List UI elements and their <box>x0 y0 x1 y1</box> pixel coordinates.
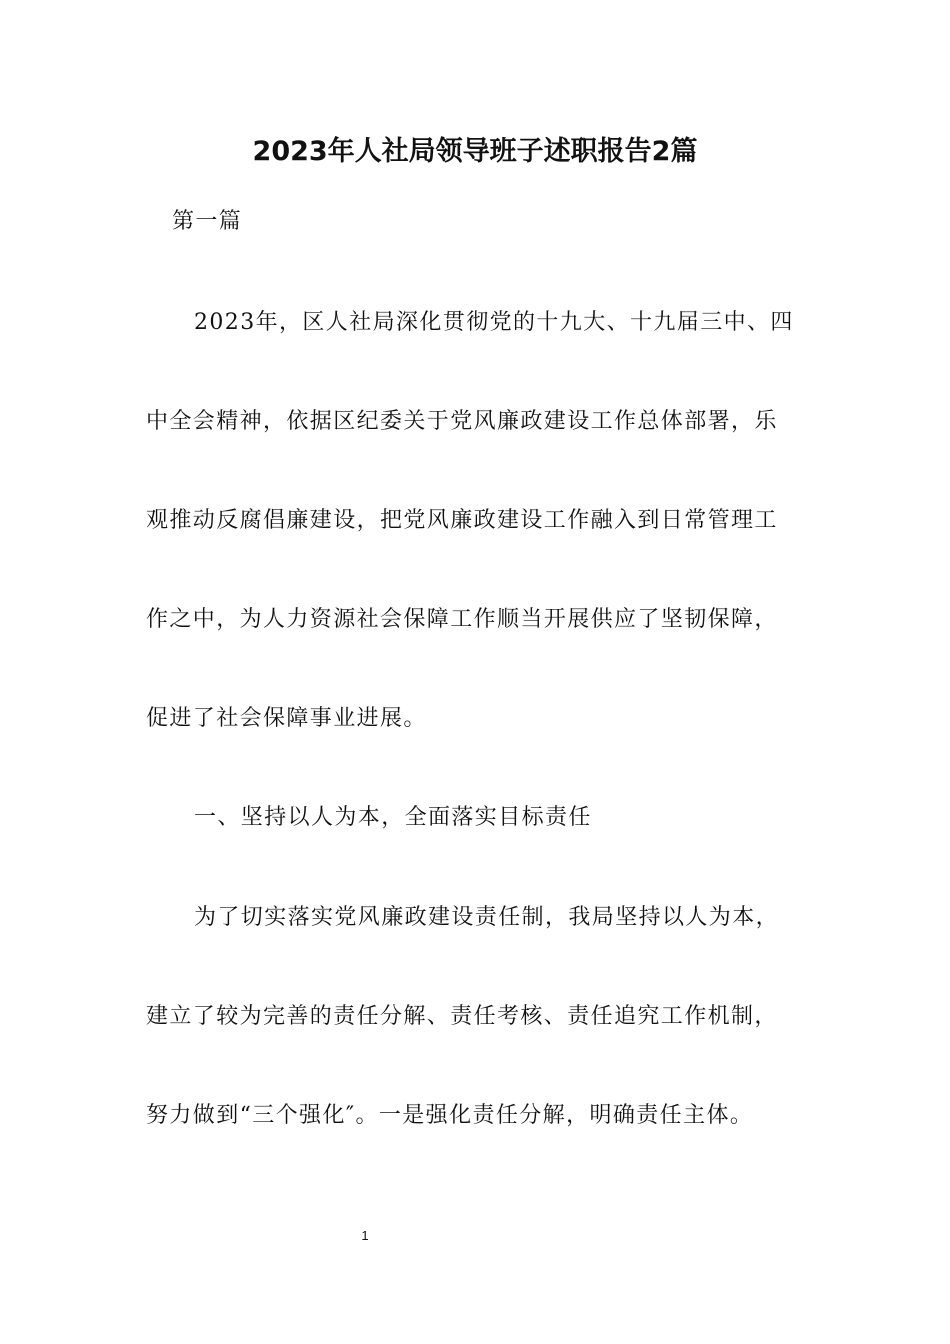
paragraph-line: 建立了较为完善的责任分解、责任考核、责任追究工作机制， <box>146 1004 778 1029</box>
paragraph-line: 为了切实落实党风廉政建设责任制，我局坚持以人为本， <box>194 905 780 930</box>
paragraph-line: 2023年，区人社局深化贯彻党的十九大、十九届三中、四 <box>194 310 794 335</box>
page-number: 1 <box>361 1228 369 1243</box>
paragraph-line: 观推动反腐倡廉建设，把党风廉政建设工作融入到日常管理工 <box>146 508 778 533</box>
paragraph-line: 促进了社会保障事业进展。 <box>146 706 427 731</box>
paragraph-line: 作之中，为人力资源社会保障工作顺当开展供应了坚韧保障， <box>146 607 778 632</box>
paragraph-line: 努力做到“三个强化″。一是强化责任分解，明确责任主体。 <box>146 1103 754 1128</box>
section-heading: 一、坚持以人为本，全面落实目标责任 <box>194 805 592 830</box>
section-label: 第一篇 <box>172 209 243 234</box>
document-title: 2023年人社局领导班子述职报告2篇 <box>252 136 698 167</box>
paragraph-line: 中全会精神，依据区纪委关于党风廉政建设工作总体部署，乐 <box>146 409 778 434</box>
